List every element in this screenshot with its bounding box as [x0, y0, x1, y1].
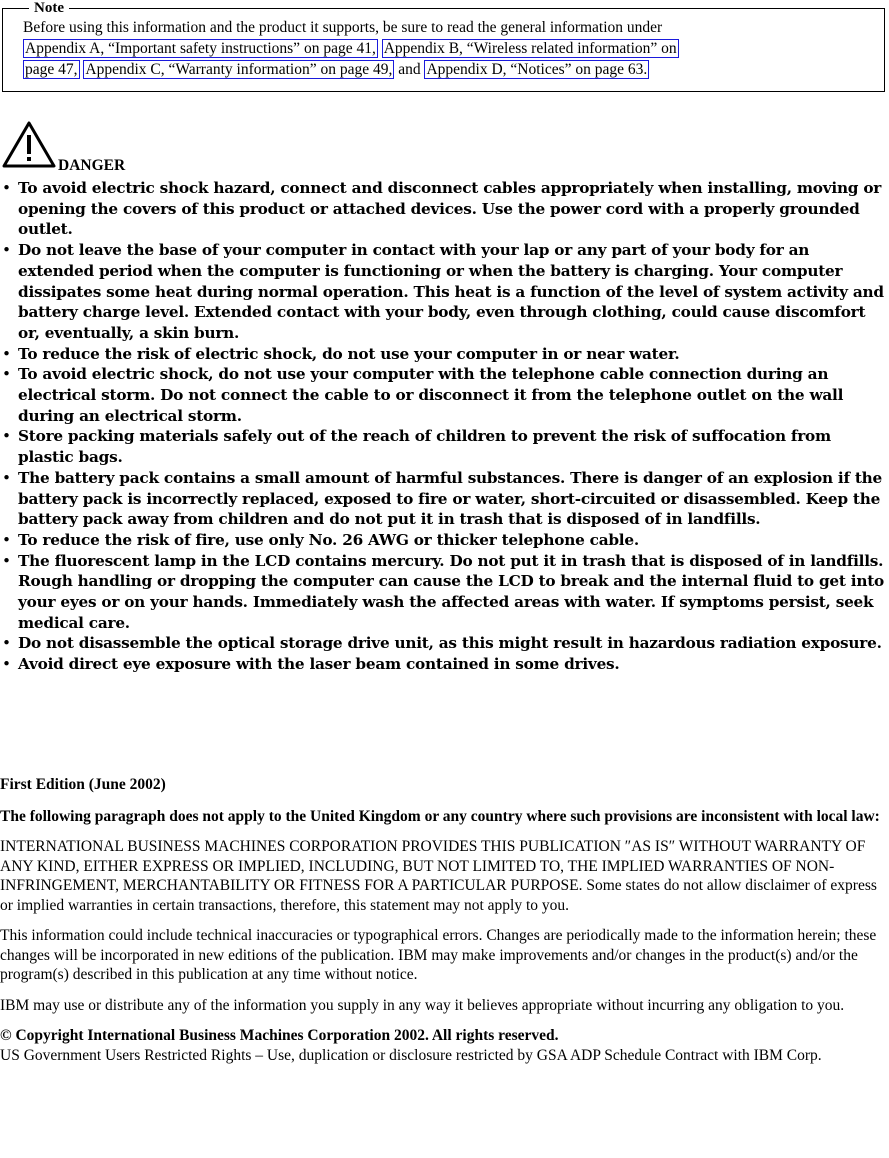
appendix-b-link-page[interactable]: page 47,	[25, 61, 78, 78]
danger-item: • The battery pack contains a small amount of harmful substances. There is danger of an explosion if the battery pack is incorrectly replaced, exposed to fire or water, short-circuited or disassembled. Keep the battery pack away from children and do not put it in trash that is disposed of in landfills.	[0, 468, 889, 530]
warranty-caps: INTERNATIONAL BUSINESS MACHINES CORPORATION PROVIDES THIS PUBLICATION ″AS IS″ WITHOUT WARRANTY OF ANY KIND, EITHER EXPRESS OR IMPLIED, INCLUDING, BUT NOT LIMITED TO, THE IMPLIED WARRANTIES OF NON-INFRINGEMENT, MERCHANTABILITY OR FITNESS FOR A PARTICULAR PURPOSE.	[0, 838, 866, 894]
danger-item: • To avoid electric shock, do not use your computer with the telephone cable connection during an electrical storm. Do not connect the cable to or disconnect it from the telephone outlet on the wall during an electrical storm.	[0, 364, 889, 426]
usage-paragraph: IBM may use or distribute any of the information you supply in any way it believes appropriate without incurring any obligation to you.	[0, 996, 845, 1014]
danger-item: • Do not disassemble the optical storage drive unit, as this might result in hazardous radiation exposure.	[0, 633, 889, 654]
legal-section	[0, 775, 889, 1076]
danger-list	[0, 178, 889, 675]
note-text	[23, 17, 873, 80]
note-title: Note	[29, 0, 69, 17]
danger-item: • Avoid direct eye exposure with the laser beam contained in some drives.	[0, 654, 889, 675]
note-box	[2, 0, 885, 92]
danger-item: • Store packing materials safely out of the reach of children to prevent the risk of suffocation from plastic bags.	[0, 426, 889, 467]
danger-item: • Do not leave the base of your computer in contact with your lap or any part of your body for an extended period when the computer is functioning or when the battery is charging. Your computer dissipates some heat during normal operation. This heat is a function of the level of system activity and battery charge level. Extended contact with your body, even through clothing, could cause discomfort or, eventually, a skin burn.	[0, 240, 889, 344]
appendix-c-link[interactable]: Appendix C, “Warranty information” on page 49,	[85, 61, 393, 78]
danger-item: • To avoid electric shock hazard, connect and disconnect cables appropriately when installing, moving or opening the covers of this product or attached devices. Use the power cord with a properly grounded outlet.	[0, 178, 889, 240]
warranty-rest: Some states do not allow disclaimer of express or implied warranties in certain transactions, therefore, this statement may not apply to you.	[0, 877, 877, 914]
danger-label: DANGER	[58, 157, 126, 174]
copyright-line: © Copyright International Business Machines Corporation 2002. All rights reserved.	[0, 1027, 559, 1044]
note-and: and	[398, 61, 421, 78]
appendix-b-link[interactable]: Appendix B, “Wireless related information” on	[383, 40, 677, 57]
danger-item: • To reduce the risk of fire, use only No. 26 AWG or thicker telephone cable.	[0, 530, 889, 551]
warranty-disclaimer	[0, 837, 889, 915]
danger-item: • The fluorescent lamp in the LCD contains mercury. Do not put it in trash that is disposed of in landfills. Rough handling or dropping the computer can cause the LCD to break and the internal fluid to get into your eyes or on your hands. Immediately wash the affected areas with water. If symptoms persist, seek medical care.	[0, 551, 889, 634]
gov-rights: US Government Users Restricted Rights – Use, duplication or disclosure restricted by GSA ADP Schedule Contract with IBM Corp.	[0, 1046, 822, 1064]
uk-notice: The following paragraph does not apply to the United Kingdom or any country where such provisions are inconsistent with local law:	[0, 807, 880, 825]
accuracy-paragraph: This information could include technical inaccuracies or typographical errors. Changes are periodically made to the information herein; these changes will be incorporated in new editions of the publication. IBM may make improvements and/or changes in the product(s) and/or the program(s) described in this publication at any time without notice.	[0, 927, 877, 983]
appendix-d-link[interactable]: Appendix D, “Notices” on page 63.	[426, 61, 648, 78]
note-intro: Before using this information and the product it supports, be sure to read the general information under	[23, 19, 663, 36]
appendix-a-link[interactable]: Appendix A, “Important safety instructions” on page 41,	[25, 40, 376, 57]
warning-triangle-icon	[2, 120, 56, 170]
copyright-block	[0, 1026, 889, 1065]
danger-item: • To reduce the risk of electric shock, do not use your computer in or near water.	[0, 344, 889, 365]
edition-line: First Edition (June 2002)	[0, 776, 166, 793]
